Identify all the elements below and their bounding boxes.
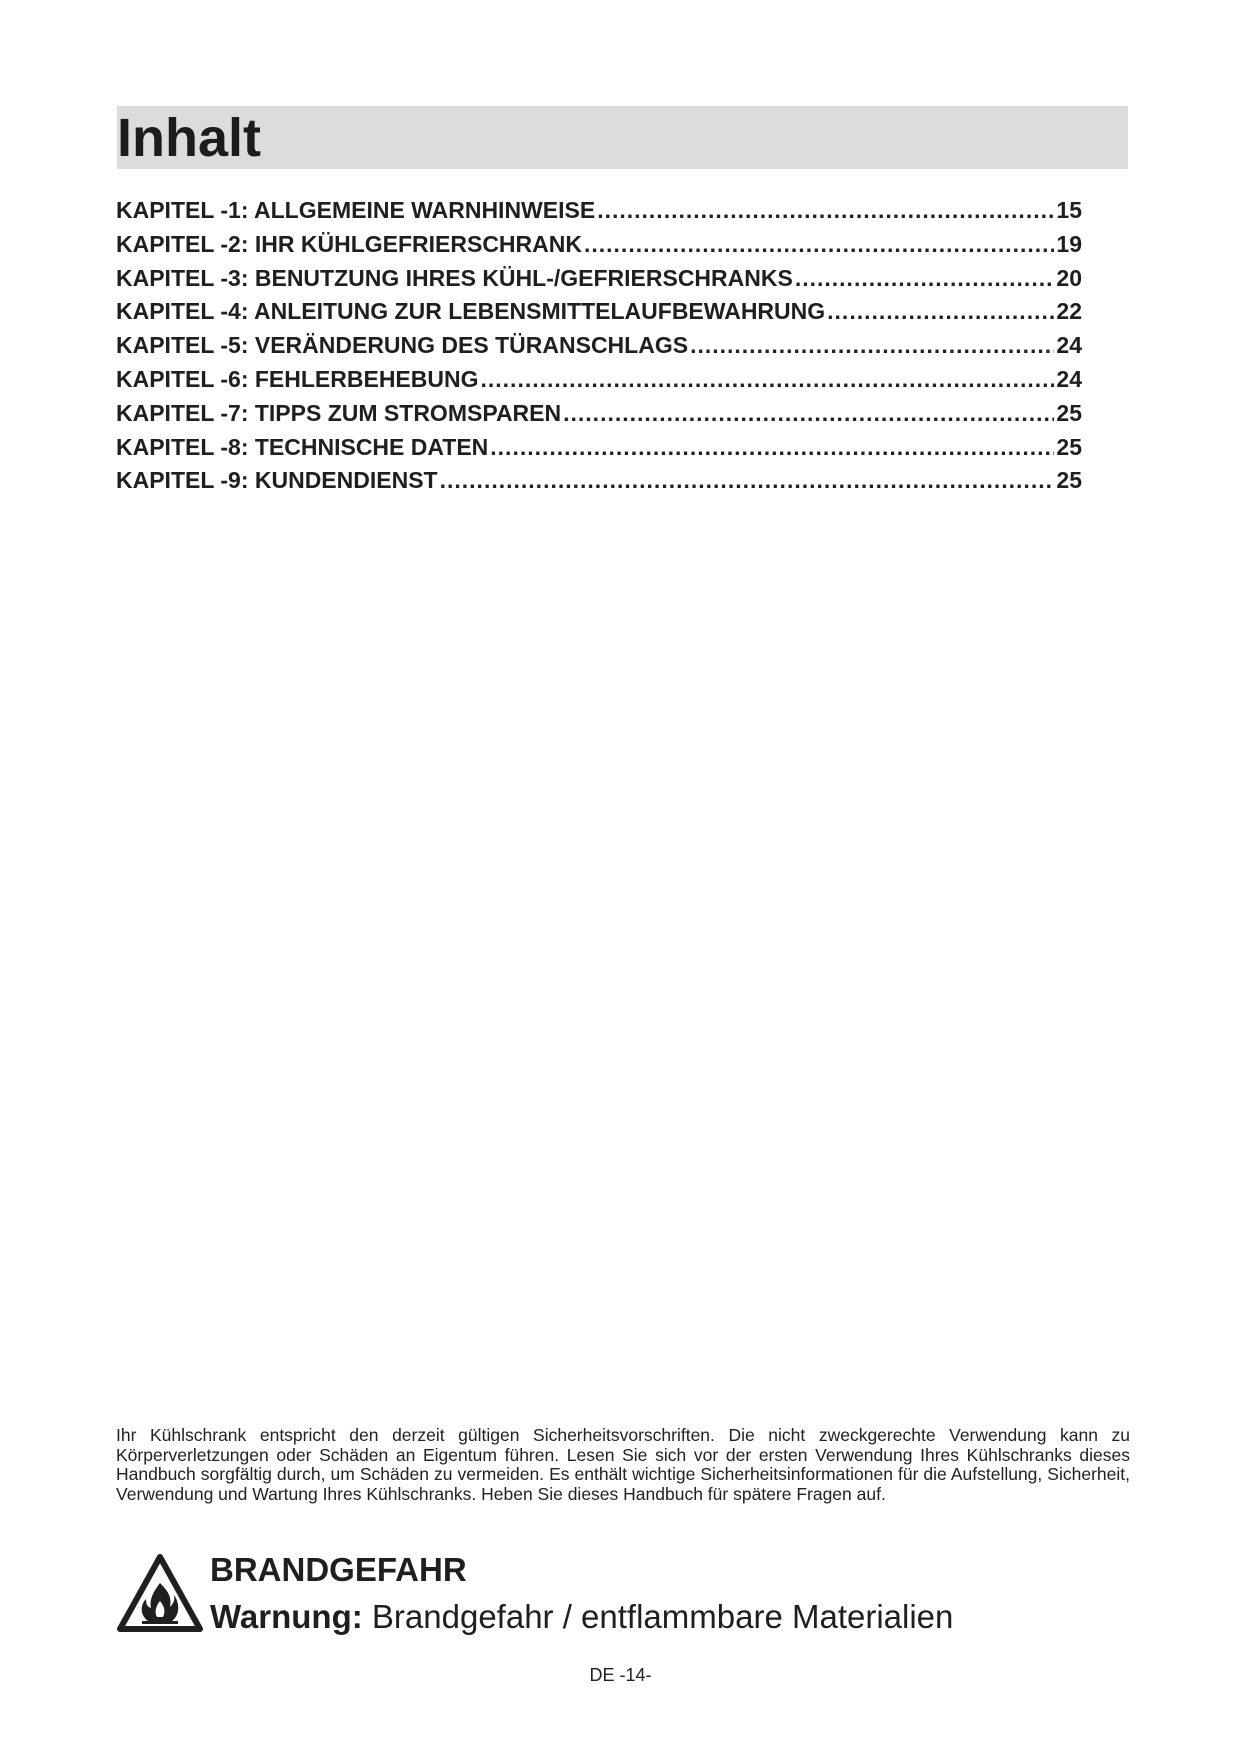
toc-leader-dots [597,194,1054,228]
intro-paragraph: Ihr Kühlschrank entspricht den derzeit gültigen Sicherheitsvorschriften. Die nicht zweckgerechte Verwendung kann zu Körperverletzungen oder Schäden an Eigentum führen. Lesen Sie sich vor der ersten Verwendung Ihres Kühlschranks dieses Handbuch sorgfältig durch, um Schäden zu vermeiden. Es enthält wichtige Sicherheitsinformationen für die Aufstellung, Sicherheit, Verwendung und Wartung Ihres Kühlschranks. Heben Sie dieses Handbuch für spätere Fragen auf. [116,1425,1130,1504]
warning-text [210,1598,953,1636]
warning-heading: BRANDGEFAHR [210,1551,467,1588]
toc-label: KAPITEL -6: FEHLERBEHEBUNG [116,365,479,392]
toc-label: KAPITEL -4: ANLEITUNG ZUR LEBENSMITTELAUFBEWAHRUNG [116,298,826,325]
toc-entry-5[interactable] [116,329,1082,363]
toc-entry-3[interactable] [116,262,1082,296]
page-number: DE -14- [589,1665,652,1685]
toc-entry-6[interactable] [116,363,1082,397]
warning-description: Brandgefahr / entflammbare Materialien [362,1598,954,1635]
toc-label: KAPITEL -5: VERÄNDERUNG DES TÜRANSCHLAGS [116,332,689,359]
warning-label: Warnung: [210,1598,363,1635]
toc-leader-dots [481,363,1055,397]
toc-entry-1[interactable] [116,194,1082,228]
toc-label: KAPITEL -2: IHR KÜHLGEFRIERSCHRANK [116,230,582,257]
page-title: Inhalt [117,108,261,168]
toc-label: KAPITEL -3: BENUTZUNG IHRES KÜHL-/GEFRIERSCHRANKS [116,264,793,291]
toc-page-number: 25 [1056,467,1082,494]
toc-label: KAPITEL -1: ALLGEMEINE WARNHINWEISE [116,197,596,223]
toc-page-number: 24 [1056,332,1082,359]
toc-entry-8[interactable] [116,431,1082,465]
title-bar [117,106,1128,169]
toc-label: KAPITEL -9: KUNDENDIENST [116,467,438,494]
toc-page-number: 25 [1056,399,1082,426]
toc-leader-dots [690,329,1054,363]
toc-leader-dots [440,464,1055,498]
toc-page-number: 25 [1056,433,1082,460]
toc-label: KAPITEL -8: TECHNISCHE DATEN [116,433,489,460]
toc-leader-dots [584,228,1054,262]
toc-entry-4[interactable] [116,295,1082,329]
toc-page-number: 22 [1056,298,1082,325]
toc-page-number: 15 [1056,197,1082,223]
toc-leader-dots [563,397,1054,431]
toc-entry-7[interactable] [116,397,1082,431]
table-of-contents [116,194,1082,498]
fire-hazard-icon [116,1553,204,1633]
toc-leader-dots [490,431,1054,465]
toc-entry-9[interactable] [116,464,1082,498]
toc-page-number: 20 [1056,264,1082,291]
toc-page-number: 24 [1056,365,1082,392]
toc-leader-dots [795,262,1055,296]
toc-label: KAPITEL -7: TIPPS ZUM STROMSPAREN [116,399,562,426]
toc-entry-2[interactable] [116,228,1082,262]
toc-leader-dots [827,295,1054,329]
toc-page-number: 19 [1056,230,1082,257]
